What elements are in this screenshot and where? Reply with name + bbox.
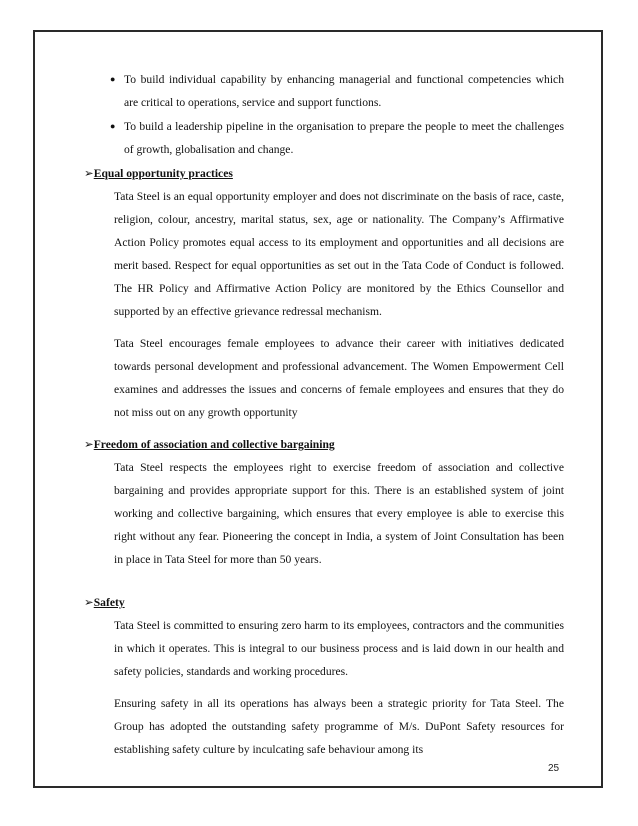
- paragraph: Ensuring safety in all its operations has always been a strategic priority for Tata Steel. The Group has adopted the outstanding safety programme of M/s. DuPont Safety resources for establishing safety culture by inculcating safe behaviour among its: [114, 697, 564, 756]
- page-number: 25: [548, 763, 560, 774]
- bullet-dot-icon: ●: [110, 121, 116, 131]
- section-heading: ➢Equal opportunity practices: [84, 167, 233, 180]
- arrow-bullet-icon: ➢: [84, 596, 94, 609]
- page-content: [84, 68, 564, 761]
- paragraph: Tata Steel is an equal opportunity employer and does not discriminate on the basis of race, caste, religion, colour, ancestry, marital status, sex, age or nationality. The Company’s Affirmative Action Policy promotes equal access to its employment and opportunities and all decisions are merit based. Respect for equal opportunities as set out in the Tata Code of Conduct is followed. The HR Policy and Affirmative Action Policy are monitored by the Ethics Counsellor and supported by an effective grievance redressal mechanism.: [114, 190, 564, 318]
- section-freedom-of-association: [84, 433, 564, 571]
- objective-bullet-list: [84, 68, 564, 161]
- arrow-bullet-icon: ➢: [84, 438, 94, 451]
- bullet-item: ● To build individual capability by enhancing managerial and functional competencies which are critical to operations, service and support functions.: [84, 68, 564, 114]
- bullet-item: ● To build a leadership pipeline in the organisation to prepare the people to meet the challenges of growth, globalisation and change.: [84, 115, 564, 161]
- bullet-dot-icon: ●: [110, 74, 116, 84]
- paragraph: Tata Steel is committed to ensuring zero harm to its employees, contractors and the communities in which it operates. This is integral to our business process and is laid down in our health and safety policies, standards and working procedures.: [114, 619, 564, 678]
- section-safety: [84, 591, 564, 761]
- section-equal-opportunity: [84, 162, 564, 424]
- section-heading: ➢Freedom of association and collective bargaining: [84, 438, 335, 451]
- paragraph: Tata Steel respects the employees right to exercise freedom of association and collective bargaining and provides appropriate support for this. There is an established system of joint working and collective bargaining, which ensures that every employee is able to exercise this right without any fear. Pioneering the concept in India, a system of Joint Consultation has been in place in Tata Steel for more than 50 years.: [114, 461, 564, 566]
- section-heading: ➢Safety: [84, 596, 125, 609]
- paragraph: Tata Steel encourages female employees to advance their career with initiatives dedicated towards personal development and professional advancement. The Women Empowerment Cell examines and addresses the issues and concerns of female employees and ensures that they do not miss out on any growth opportunity: [114, 337, 564, 419]
- arrow-bullet-icon: ➢: [84, 167, 94, 180]
